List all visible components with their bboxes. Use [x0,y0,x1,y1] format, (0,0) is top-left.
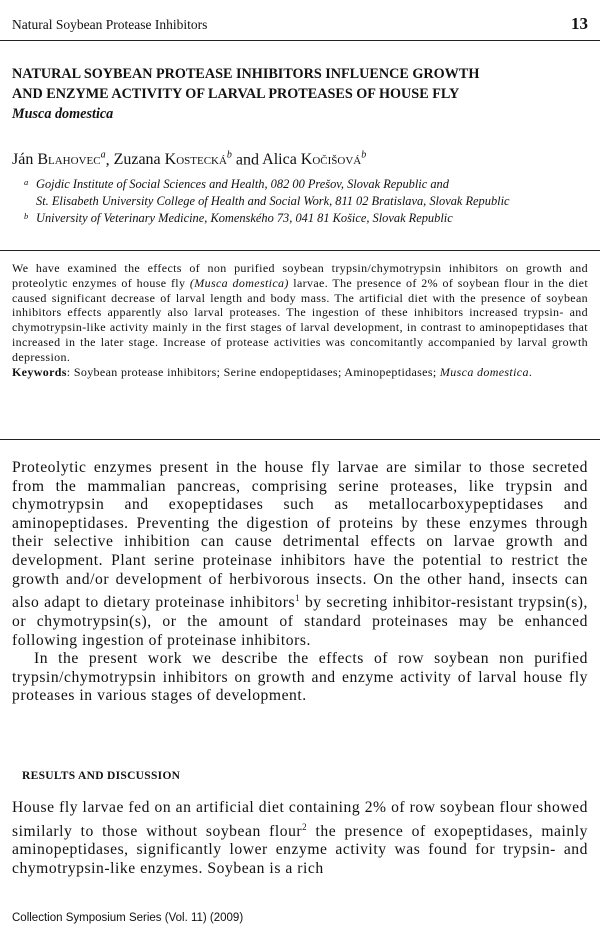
citation-2: 2 [302,821,308,832]
section-heading: RESULTS AND DISCUSSION [22,770,181,782]
header-rule [0,40,600,41]
keywords-label: Keywords [12,364,67,379]
intro-paragraph-1: Proteolytic enzymes present in the house fly larvae are similar to those secreted from the mammalian pancreas, comprising serine proteases, like trypsin and chymotrypsin and exopeptidases such as metallocarboxypeptidases and aminopeptidases. Preventing the digestion of proteins by these enzymes through their selective inhibition can cause detrimental effects on larvae growth and development. Plant serine proteinase inhibitors have the potential to restrict the growth and/or development of herbivorous insects. On the other hand, insects can also adapt to dietary proteinase inhibitors$^1$ by secreting inhibitor-resistant trypsin(s), or chymotrypsin(s), or the amount of standard proteinases may be enhanced following ingestion of proteinase inhibitors. [12,459,588,649]
footer-series: Collection Symposium Series (Vol. 11) (2009) [12,912,244,924]
running-head [12,14,588,36]
author-list: Ján Blahovec$^a$, Zuzana Kostecká$^b$ and Alica Kočišová$^b$ [12,150,367,169]
affiliations [24,176,590,227]
abstract: We have examined the effects of non purified soybean trypsin/chymotrypsin inhibitors on growth and proteolytic enzymes of house fly (Musca domestica) larvae. The presence of 2% of soybean flour in the diet caused significant decrease of larval length and body mass. The artificial diet with the presence of soybean inhibitors effects apparently also larval proteases. The ingestion of these inhibitors increased trypsin- and chymotrypsin-like activity mainly in the first stages of larval development, in contrast to aminopeptidases that increased in the later stage. Increase of protease activities was concomitantly accompanied by larval growth depression. Keywords: Soybean protease inhibitors; Serine endopeptidases; Aminopeptidases; Musca domestica. [12,261,588,379]
abstract-box [0,250,600,440]
running-head-title: Natural Soybean Protease Inhibitors [12,17,208,32]
results-paragraph-1: House fly larvae fed on an artificial diet containing 2% of row soybean flour showed similarly to those without soybean flour$^2$ the presence of exopeptidases, mainly aminopeptidases, significantly lower enzyme activity was found for trypsin- and chymotrypsin-like enzymes. Soybean is a rich [12,799,588,877]
article-title-species: Musca domestica [12,106,114,122]
citation-1: 1 [295,593,301,604]
article-title-line-1: NATURAL SOYBEAN PROTEASE INHIBITORS INFLUENCE GROWTH [12,66,480,82]
intro-paragraph-2: In the present work we describe the effects of row soybean non purified trypsin/chymotrypsin inhibitors on growth and enzyme activity of larval house fly proteases in various stages of development. [12,650,588,705]
affiliation-b: b University of Veterinary Medicine, Komenského 73, 041 81 Košice, Slovak Republic [24,211,453,225]
article-title [12,64,582,124]
page-number: 13 [571,14,588,33]
article-title-line-2: AND ENZYME ACTIVITY OF LARVAL PROTEASES OF HOUSE FLY [12,86,460,102]
author: Alica Kočišová$^b$ [262,150,367,169]
author: Zuzana Kostecká$^b$ [113,150,232,169]
introduction [12,459,588,706]
affiliation-a: a Gojdic Institute of Social Sciences and Health, 082 00 Prešov, Slovak Republic and St. Elisabeth University College of Health and Social Work, 811 02 Bratislava, Slovak Republic [24,177,510,208]
author: Ján Blahovec$^a$ [12,150,106,169]
results-text [12,799,588,879]
keywords: : Soybean protease inhibitors; Serine endopeptidases; Aminopeptidases; [66,364,440,379]
